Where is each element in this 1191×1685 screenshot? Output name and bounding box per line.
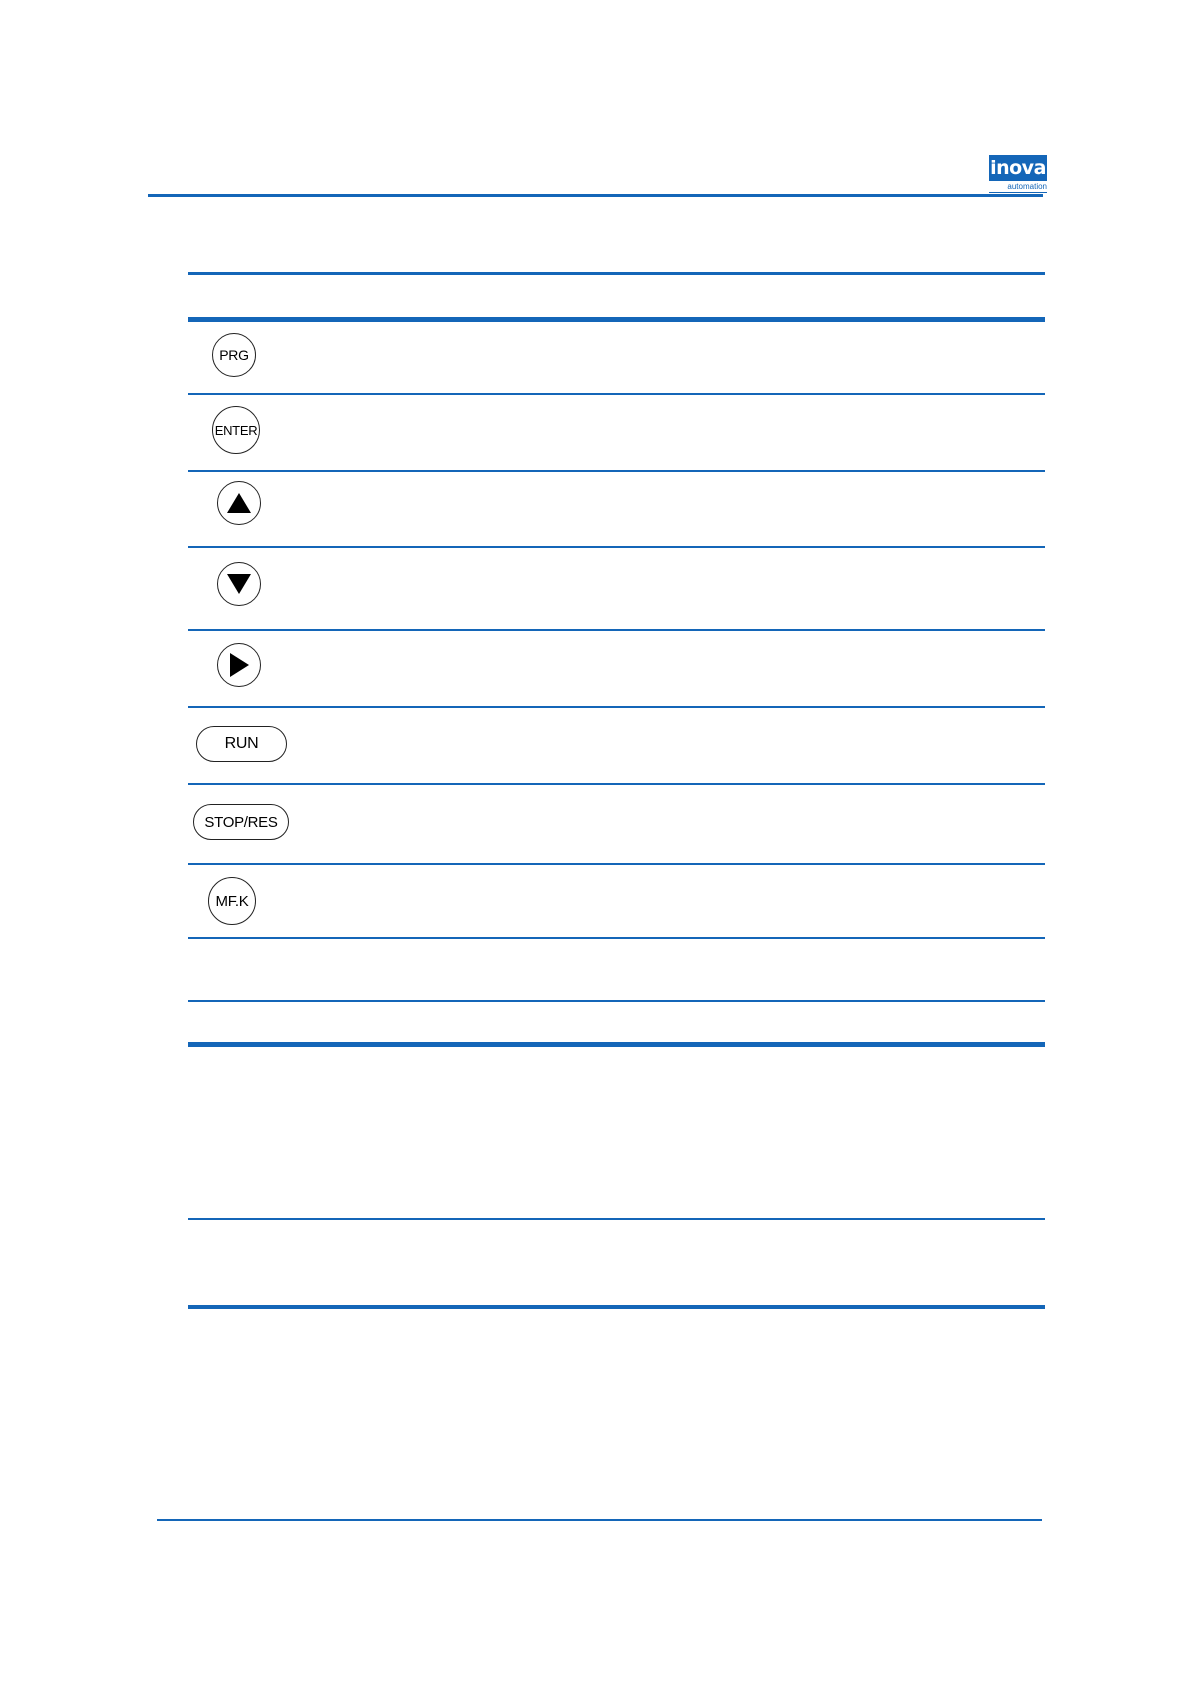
down-arrow-icon — [226, 573, 252, 595]
logo-mark — [989, 155, 1047, 181]
up-arrow-icon — [226, 492, 252, 514]
shift-key — [217, 643, 261, 687]
key-label: PRG — [219, 347, 249, 363]
table-rule-thick — [188, 1042, 1045, 1047]
header-rule — [148, 194, 1043, 197]
row-divider — [188, 863, 1045, 865]
row-divider — [188, 706, 1045, 708]
row-divider — [188, 937, 1045, 939]
row-divider — [188, 629, 1045, 631]
down-key — [217, 562, 261, 606]
key-label: MF.K — [215, 892, 249, 910]
inova-logo — [989, 155, 1047, 193]
up-key — [217, 481, 261, 525]
table-bottom-rule — [188, 1305, 1045, 1309]
run-key — [196, 726, 287, 762]
table-header-rule — [188, 317, 1045, 322]
row-divider — [188, 783, 1045, 785]
logo-word: inova — [990, 156, 1046, 179]
key-label: RUN — [224, 735, 259, 752]
right-arrow-icon — [228, 652, 250, 678]
logo-tagline: automation — [989, 182, 1047, 193]
table-rule — [188, 1218, 1045, 1220]
row-divider — [188, 470, 1045, 472]
enter-key — [212, 406, 260, 454]
row-divider — [188, 393, 1045, 395]
stop-reset-key — [193, 804, 289, 840]
row-divider — [188, 546, 1045, 548]
table-rule — [188, 1000, 1045, 1002]
key-label: ENTER — [214, 422, 258, 438]
table-top-rule — [188, 272, 1045, 275]
prg-key — [212, 333, 256, 377]
footer-rule — [157, 1519, 1042, 1521]
key-label: STOP/RES — [204, 813, 278, 831]
multifunction-key — [208, 877, 256, 925]
